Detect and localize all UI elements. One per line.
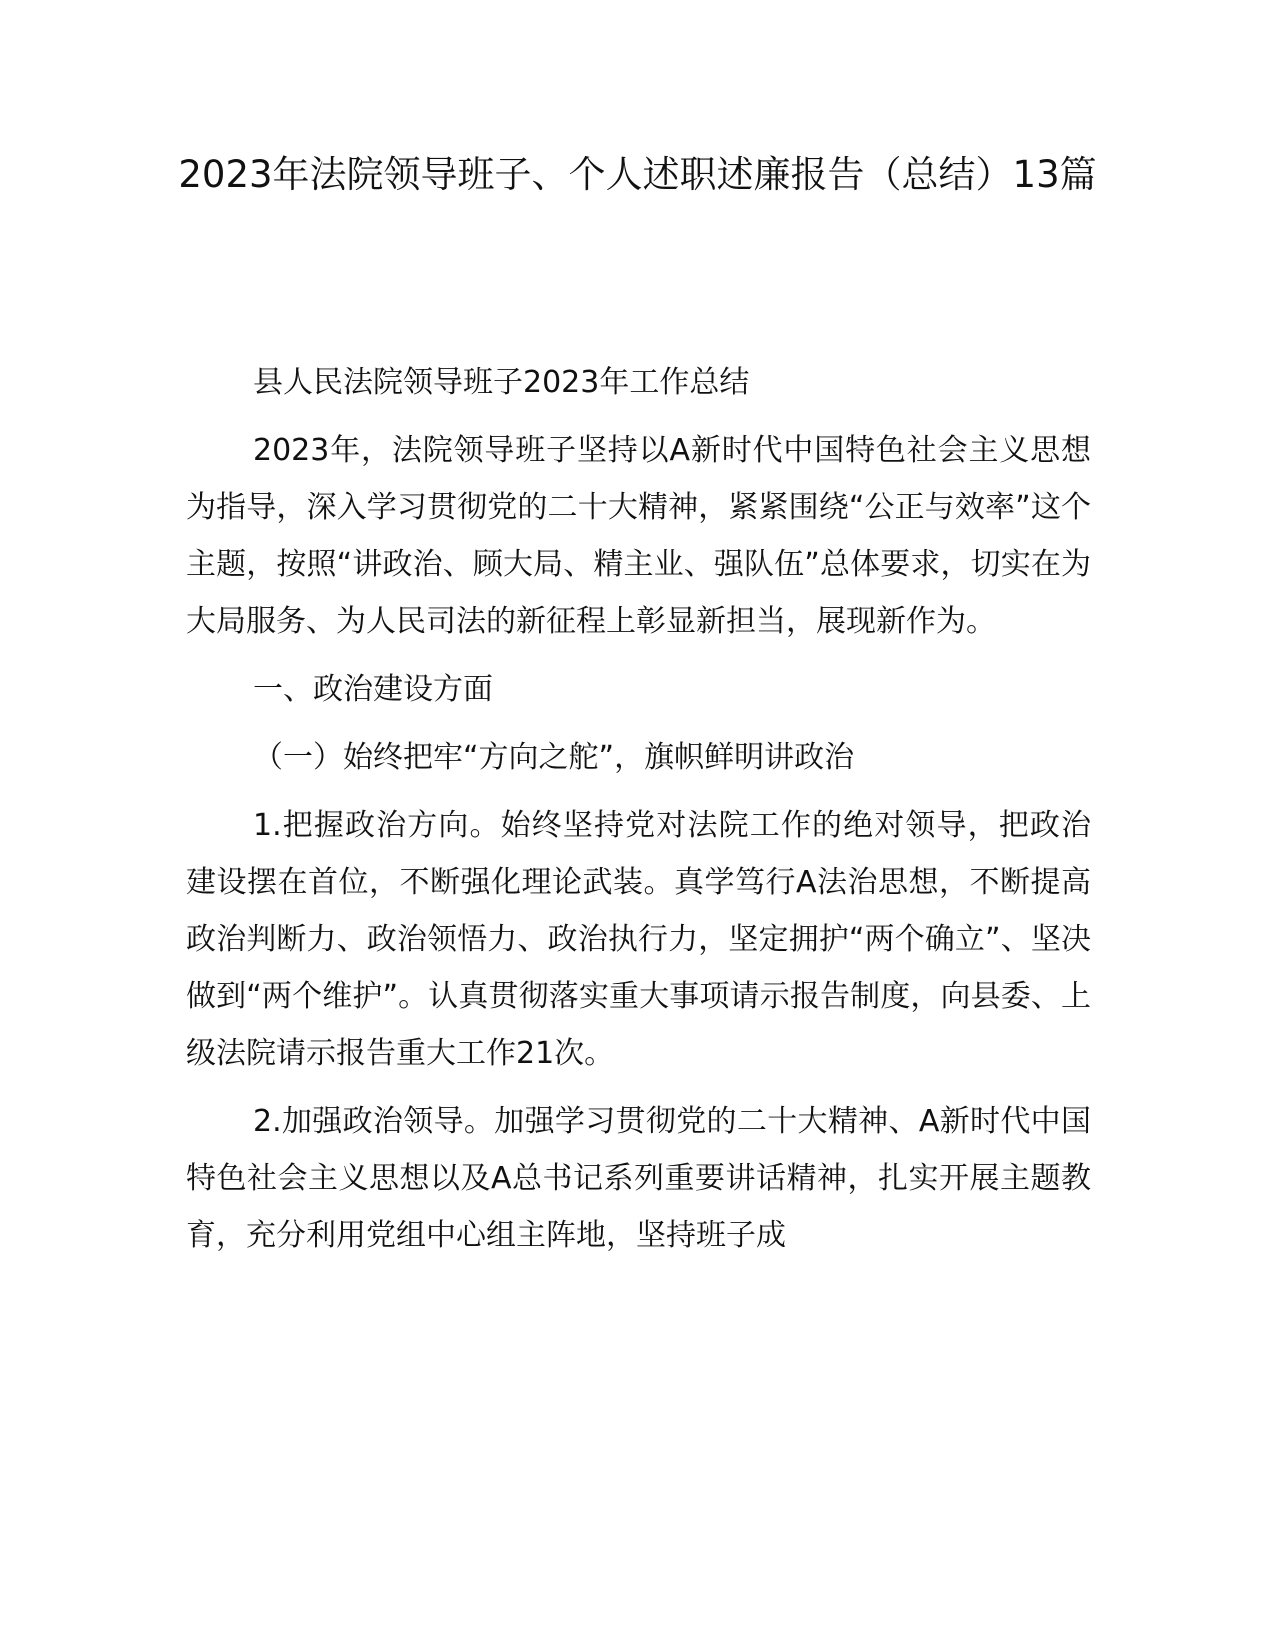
item1-paragraph: 1.把握政治方向。始终坚持党对法院工作的绝对领导，把政治建设摆在首位，不断强化理论武装。真学笃行A法治思想，不断提高政治判断力、政治领悟力、政治执行力，坚定拥护“两个确立”、坚决做到“两个维护”。认真贯彻落实重大事项请示报告制度，向县委、上级法院请示报告重大工作21次。 [186,808,1091,1071]
section-title: 县人民法院领导班子2023年工作总结 [253,365,750,400]
intro-paragraph: 2023年，法院领导班子坚持以A新时代中国特色社会主义思想为指导，深入学习贯彻党的二十大精神，紧紧围绕“公正与效率”这个主题，按照“讲政治、顾大局、精主业、强队伍”总体要求，切实在为大局服务、为人民司法的新征程上彰显新担当，展现新作为。 [186,433,1091,639]
document-body [186,354,1091,1275]
document-title: 2023年法院领导班子、个人述职述廉报告（总结）13篇 [178,153,1097,196]
item2-paragraph: 2.加强政治领导。加强学习贯彻党的二十大精神、A新时代中国特色社会主义思想以及A总书记系列重要讲话精神，扎实开展主题教育，充分利用党组中心组主阵地，坚持班子成 [186,1104,1091,1253]
part1-heading: 一、政治建设方面 [253,672,493,707]
sub1-heading: （一）始终把牢“方向之舵”，旗帜鲜明讲政治 [253,740,855,775]
